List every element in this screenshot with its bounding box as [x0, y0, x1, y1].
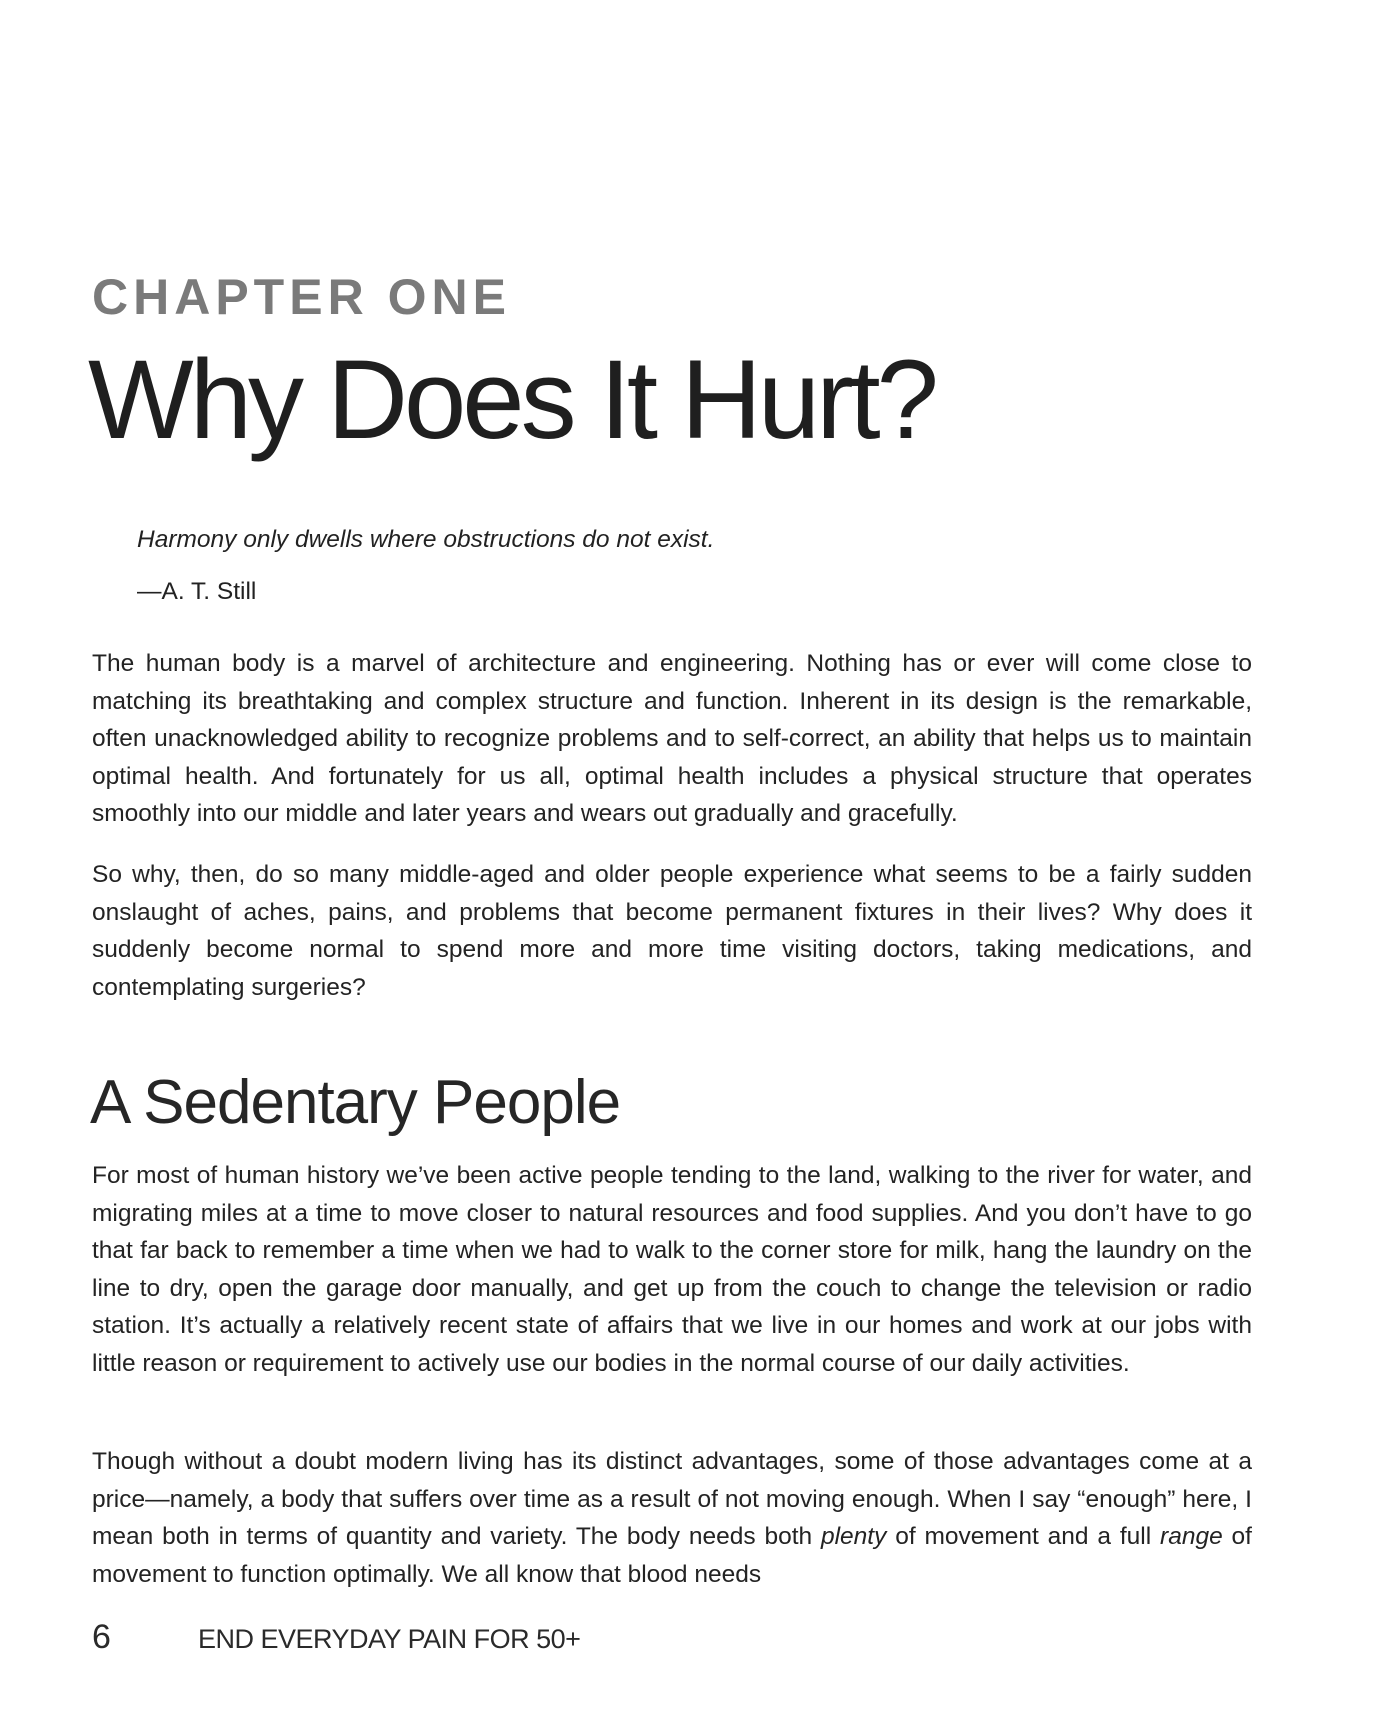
body-paragraph-2: So why, then, do so many middle-aged and older people experience what seems to be a fairly sudden onslaught of aches, pains, and problems that become permanent fixtures in their lives? Why does it suddenly become normal to spend more and more time visiting doctors, taking medications, and contemplating surgeries?	[92, 861, 1252, 1001]
epigraph-attribution: —A. T. Still	[137, 577, 257, 605]
body-paragraph-3: For most of human history we’ve been active people tending to the land, walking to the river for water, and migrating miles at a time to move closer to natural resources and food supplies. And you don’t have to go that far back to remember a time when we had to walk to the corner store for milk, hang the laundry on the line to dry, open the garage door manually, and get up from the couch to change the television or radio station. It’s actually a relatively recent state of affairs that we live in our homes and work at our jobs with little reason or requirement to actively use our bodies in the normal course of our daily activities.	[92, 1162, 1252, 1377]
page-number: 6	[92, 1618, 111, 1656]
body-paragraph-1: The human body is a marvel of architecture and engineering. Nothing has or ever will come close to matching its breathtaking and complex structure and function. Inherent in its design is the remarkable, often unacknowledged ability to recognize problems and to self-correct, an ability that helps us to maintain optimal health. And fortunately for us all, optimal health includes a physical structure that operates smoothly into our middle and later years and wears out gradually and gracefully.	[92, 650, 1252, 828]
paragraph-4-text: of movement to function optimally. We all know that blood needs	[92, 1523, 1252, 1588]
section-heading: A Sedentary People	[90, 1068, 621, 1137]
chapter-label: CHAPTER ONE	[92, 269, 511, 325]
paragraph-4-text: Though without a doubt modern living has its distinct advantages, some of those advantages come at a price—namely, a body that suffers over time as a result of not moving enough. When I say “enough” here, I mean both in terms of quantity and variety. The body needs both	[92, 1448, 1252, 1551]
paragraph-4-text: of movement and a full	[886, 1523, 1161, 1551]
epigraph-quote: Harmony only dwells where obstructions do not exist.	[137, 526, 715, 553]
running-title: END EVERYDAY PAIN FOR 50+	[198, 1624, 581, 1654]
chapter-title: Why Does It Hurt?	[88, 337, 935, 462]
body-paragraph-4	[92, 1443, 1252, 1593]
emphasis-range: range	[1160, 1523, 1223, 1551]
emphasis-plenty: plenty	[820, 1523, 887, 1551]
epigraph	[137, 528, 714, 604]
page-footer	[92, 1620, 1252, 1660]
